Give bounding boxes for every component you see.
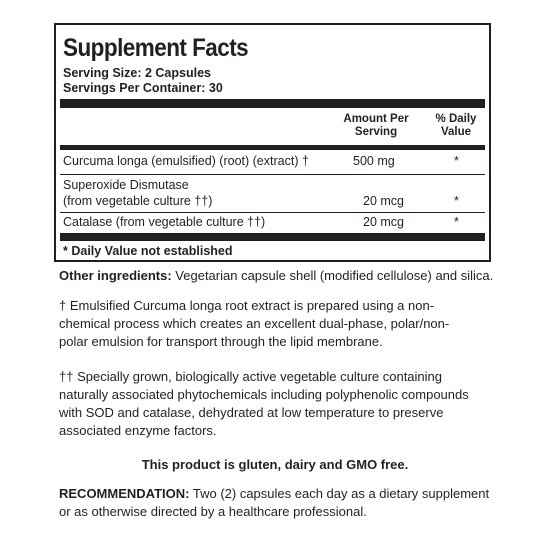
- ingredient-amount: 20 mcg: [363, 194, 404, 208]
- amount-per-serving-header: [336, 113, 416, 139]
- ingredient-dv: *: [454, 215, 459, 229]
- ingredient-name: Curcuma longa (emulsified) (root) (extract) †: [63, 154, 309, 168]
- ingredient-name: Catalase (from vegetable culture ††): [63, 215, 266, 229]
- recommendation-text: Two (2) capsules each day as a dietary supplement or as otherwise directed by a healthcare professional.: [59, 486, 490, 519]
- amount-header-line1: Amount Per: [343, 113, 409, 125]
- ingredient-name: Superoxide Dismutase: [63, 178, 189, 192]
- dv-header-line1: % Daily: [435, 113, 477, 125]
- servings-per-container: Servings Per Container: 30: [63, 81, 223, 95]
- panel-title: Supplement Facts: [63, 34, 249, 62]
- footnote-double-dagger: †† Specially grown, biologically active vegetable culture containing naturally associated phytochemicals including polyphenolic compounds with SOD and catalase, dehydrated at low temperature to preserve associated enzyme factors.: [59, 369, 469, 438]
- medium-divider: [60, 145, 485, 150]
- footnote-dagger: † Emulsified Curcuma longa root extract is prepared using a non-chemical process which creates an excellent dual-phase, polar/non-polar emulsion for transport through the lipid membrane.: [59, 298, 450, 349]
- free-statement: This product is gluten, dairy and GMO free.: [141, 457, 409, 472]
- other-ingredients-text: Vegetarian capsule shell (modified cellulose) and silica.: [171, 268, 494, 283]
- serving-size: Serving Size: 2 Capsules: [63, 66, 211, 80]
- other-ingredients: [59, 267, 499, 285]
- ingredient-amount: 500 mg: [353, 154, 395, 168]
- daily-value-note: * Daily Value not established: [63, 244, 233, 258]
- thick-divider-top: [60, 99, 485, 108]
- row-divider: [60, 174, 485, 175]
- amount-header-line2: Serving: [354, 126, 398, 138]
- daily-value-header: [426, 113, 486, 139]
- ingredient-amount: 20 mcg: [363, 215, 404, 229]
- recommendation: [59, 485, 499, 521]
- row-divider: [60, 212, 485, 213]
- ingredient-dv: *: [454, 194, 459, 208]
- dv-header-line2: Value: [440, 126, 472, 138]
- supplement-facts-panel: [54, 23, 491, 262]
- ingredient-name-line2: (from vegetable culture ††): [63, 194, 213, 208]
- thick-divider-bottom: [60, 233, 485, 241]
- ingredient-dv: *: [454, 154, 459, 168]
- recommendation-label: RECOMMENDATION:: [59, 486, 190, 501]
- other-ingredients-label: Other ingredients:: [59, 268, 172, 283]
